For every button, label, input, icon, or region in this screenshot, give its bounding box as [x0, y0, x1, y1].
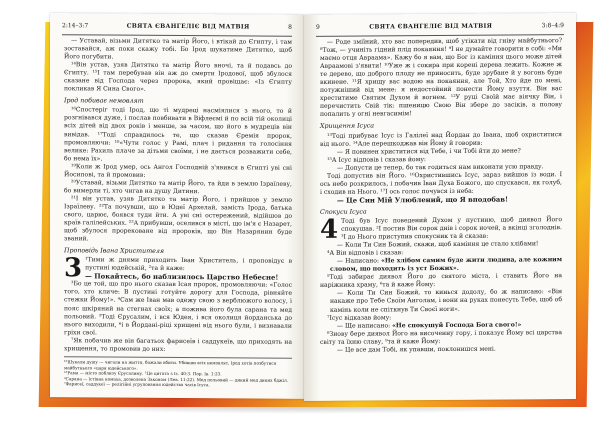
paragraph: Тоді допустив він Його. ¹⁶Охристившись Ісус, зараз вийшов із води. І ось небо розкрилось, і побачив Іван Духа Божого, що спускався, як голуб, і сходив на Нього. ¹⁷І ось голос почувся із неба:: [320, 170, 562, 196]
paragraph: — Роде зміїний, хто вас попередив, щоб утікати від гніву майбутнього? ⁸Тож, — учиніть гідний плід покаяння! ⁹І не думайте говорити в собі: «Ми маємо отця Авраама». Кажу бо я вам, що Бог із каміння цього може дітей Авраамові з'явити! ¹⁰Уже ж і сокира при корені дерева лежить. Кожне ж те дерево, що доброго плоду не приносить, буде зрубане й у вогонь буде вкинене. ¹¹Я хрищу вас водою на покаяння, але Той, Хто йде по мені, потужніший від мене: я недостойний понести Йому взуття. Він вас хреститиме Святим Духом й вогнем. ¹²У руці Своїй має віячку Він, і перечистить Свій тік: пшеницю Свою Він збере до засіків, а полову попалить у огні невгасимім!: [320, 37, 562, 119]
footnotes: [64, 356, 292, 389]
footnote: ¹⁸Рама — місто поблизу Єрусалиму. ³Це цитата з Іс. 40:3. Пор. Ів. 1:23.: [64, 370, 222, 377]
paragraph: ²¹І він устав, узяв Дитятко та матір Його, і прийшов у землю Ізраїлеву. ²²Та почувши, що в Юдеї Архелай, замість Ірода, батька свого, царює, боявся туди йти. А уві сні остережений, відійшов до країв галілейських. ²³А прибувши, оселився в місті, що ім'я є Назарет, щоб збулося прорековане від пророків, що Він Назарянин буде званий.: [64, 195, 292, 243]
paragraph: ⁷Ісус відказав йому:: [327, 313, 392, 322]
paragraph: — Уставай, візьми Дитятко та матір Його, і втікай до Єгипту, і там зоставайся, аж поки скажу тобі. Бо Ірод шукатиме Дитятко, щоб Його погубити.: [64, 37, 292, 61]
footnote: ⁴Сарана — їстівна комаха, дозволена Законом (Лев. 11:22). Мед польовий — дикий мед диких бджіл.: [64, 376, 289, 383]
emphasis-text: «Не спокушуй Господа Бога свого!»: [392, 321, 522, 329]
right-page-ref: 3:8–4:9: [541, 22, 564, 30]
paragraph: Тоді був Ісус поведений Духом у пустиню, щоб диявол Його спокушав. ²І постив Він сорок днів і сорок ночей, а вкінці зголоднів. ³І до Нього приступив спокусник та й сказав:: [341, 216, 562, 241]
dialogue-line: — Коли Ти Син Божий, скажи, щоб каміння це стало хлібами!: [337, 240, 539, 249]
section-heading: Хрищення Ісуса: [320, 122, 375, 131]
paragraph: ¹³Тоді прибуває Ісус із Галілеї над Йордан до Івана, щоб охриститися від нього. ¹⁴Але перешкоджав він Йому й говорив:: [320, 130, 562, 148]
dialogue-line: — Це все дам Тобі, як упавши, поклонишся мені.: [337, 345, 496, 354]
left-page: [50, 13, 304, 399]
left-page-body: [64, 37, 292, 354]
section-heading: Спокуси Ісуса: [320, 208, 367, 216]
paragraph: ⁸Знову бере диявол Його на височенну гору, і показує Йому всі царства світу та їхню славу, ⁹та й каже Йому:: [320, 328, 562, 346]
dialogue-line: — Коли Ти Син Божий, то кинься додолу, бо ж написано: «Він накаже про Тебе Своїм Анголам, і вони на руках понесуть Тебе, щоб об камінь коли не спіткнув Ти Своєї ноги».: [330, 288, 562, 314]
section-heading: Проповідь Івана Христителя: [64, 247, 165, 256]
paragraph: ¹⁶Спостеріг тоді Ірод, що ті мудреці насміялися з нього, то й розгнівався дуже, і послав повбивати в Віфлеємі й по всій тій околиці всіх дітей від двох років і менше, за часом, що його в мудреців він вивідав. ¹⁷Тоді справдилось те, що сказав Єремія пророк, промовляючи: ¹⁸«Чути голос у Рамі, плач і ридання та голосіння велике: Рахиль плаче за дітьми своїми, і не дається розважити себе, бо нема їх».: [64, 106, 292, 163]
left-page-number: 8: [288, 23, 292, 31]
emphasis-line: — Покайтесь, бо наблизилось Царство Небесне!: [85, 272, 279, 283]
dialogue-line: — Допусти це тепер, бо так годиться нам виконати усю правду.: [337, 162, 544, 172]
paragraph: ¹⁴Він устав, узяв Дитятко та матір Його вночі, та й подавсь до Єгипту. ¹⁵І там перебував він аж до смерти Іродової, щоб збулося сказане від Господа через пророка, який провіщає: «Із Єгипту покликав Я Сина Свого».: [64, 61, 292, 94]
left-page-header: [62, 22, 292, 37]
chapter-number: 3: [64, 253, 83, 284]
section-heading: Ірод побиває немовлят: [64, 97, 144, 106]
right-page-header: [316, 22, 564, 37]
paragraph: ¹⁹Коли ж Ірод умер, ось Ангол Господній з'явився в Єгипті уві сні Йосипові, та й промовив:: [64, 162, 292, 179]
paragraph: ⁷Як побачив же він багатьох фарисеїв і саддукеїв, що приходять на хрищення, то промовив до них:: [64, 336, 292, 353]
chapter-number: 4: [320, 214, 339, 245]
paragraph: ⁴А Він відповів і сказав:: [327, 249, 404, 257]
emphasis-line: — Це Син Мій Улюблений, що Я вподобав!: [337, 195, 508, 205]
paragraph: ¹⁵А Ісус відповів і сказав йому:: [327, 155, 426, 164]
paragraph: ¹Тими ж днями приходить Іван Христитель, і проповідує в пустині юдейській, ²та й каже:: [85, 256, 292, 273]
dialogue-line: — Я повинен христитися від Тебе, і чи Тобі йти до мене?: [337, 147, 521, 156]
dialogue-text: — Ще написано:: [337, 321, 391, 330]
paragraph: ⁵Тоді забирає диявол Його до святого міста, і ставить Його на наріжника храму, ⁶та й каже Йому:: [320, 272, 562, 290]
right-page: [304, 13, 576, 401]
footnote: ⁷Фарисеї, саддукеї — релігійні угруповання юдейства часів Ісуса.: [64, 381, 210, 388]
right-page-body: [320, 37, 562, 354]
paragraph: ³Бо це той, що про нього сказав Ісая пророк, промовляючи: «Голос того, хто кличе: В пустині готуйте дорогу для Господа, рівняйте стежки Йому!». ⁴Сам же Іван мав одежу свою з верблюжого волосу, і пояс шкіряний на стегнах своїх; а пожива його була сарана та мед польовий. ⁵Тоді Єрусалим, і вся Юдея, і вся околиця йорданська до нього виходили, ⁶і в Йордані-ріці хрищені від нього були, і визнавали гріхи свої.: [64, 280, 292, 337]
right-page-number: 9: [316, 23, 320, 31]
left-page-title: СВЯТА ЄВАНГЕЛІЄ ВІД МАТВІЯ: [126, 22, 250, 31]
left-page-ref: 2:14–3:7: [62, 22, 89, 30]
paragraph: ²⁰Уставай, візьми Дитятко та матір Його, та йди в землю Ізраїлеву, бо вимерли ті, хто чигав на душу Дитини.: [64, 179, 292, 196]
dialogue-text: — Написано:: [337, 257, 380, 265]
emphasis-text: «Не хлібом самим буде жити людина, але кожним словом, що походить із уст Божих».: [330, 256, 562, 274]
footnote: ¹⁶Шукали душу — чигали на життя, бажали вбити. Убивши всіх немовлят, Ірод хотів позбутися майбутнього «царя юдейського».: [64, 359, 277, 371]
right-page-title: СВЯТА ЄВАНГЕЛІЄ ВІД МАТВІЯ: [369, 22, 493, 31]
